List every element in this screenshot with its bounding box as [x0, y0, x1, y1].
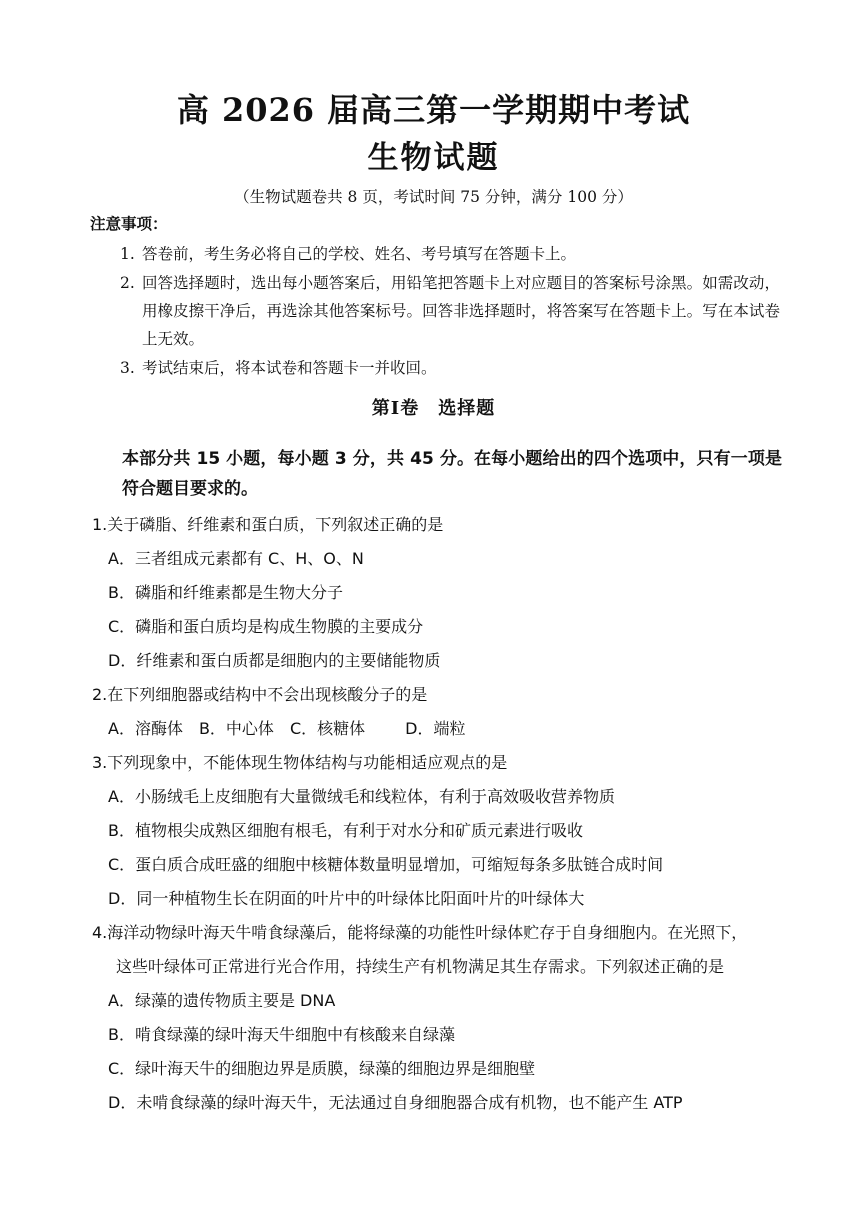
option-c: C．绿叶海天牛的细胞边界是质膜，绿藻的细胞边界是细胞壁	[108, 1059, 536, 1078]
question-stem: 3.下列现象中，不能体现生物体结构与功能相适应观点的是	[92, 753, 508, 772]
exam-info: （生物试题卷共 8 页，考试时间 75 分钟，满分 100 分）	[234, 188, 633, 206]
section-title: 第Ⅰ卷 选择题	[371, 398, 496, 419]
notice-item	[120, 240, 780, 268]
question-stem: 4.海洋动物绿叶海天牛啃食绿藻后，能将绿藻的功能性叶绿体贮存于自身细胞内。在光照下，	[92, 923, 748, 942]
notice-text: 回答选择题时，选出每小题答案后，用铅笔把答题卡上对应题目的答案标号涂黑。如需改动，用橡皮擦干净后，再选涂其他答案标号。回答非选择题时，将答案写在答题卡上。写在本试卷上无效。	[142, 274, 780, 348]
option-b: B．啃食绿藻的绿叶海天牛细胞中有核酸来自绿藻	[108, 1025, 455, 1044]
option-b: B．植物根尖成熟区细胞有根毛，有利于对水分和矿质元素进行吸收	[108, 821, 583, 840]
option-b: B．中心体	[198, 719, 274, 738]
notice-item	[120, 269, 780, 353]
option-a: A．三者组成元素都有 C、H、O、N	[108, 549, 364, 568]
option-d: D．同一种植物生长在阴面的叶片中的叶绿体比阳面叶片的叶绿体大	[108, 889, 585, 908]
question-4	[92, 916, 792, 1120]
question-1	[92, 508, 792, 678]
notice-number: 1.	[120, 245, 135, 263]
option-b: B．磷脂和纤维素都是生物大分子	[108, 583, 343, 602]
notice-item	[120, 354, 780, 382]
option-a: A．小肠绒毛上皮细胞有大量微绒毛和线粒体，有利于高效吸收营养物质	[108, 787, 615, 806]
option-c: C．核糖体	[289, 719, 366, 738]
question-list	[92, 508, 792, 1120]
notice-number: 2.	[120, 274, 135, 292]
option-c: C．磷脂和蛋白质均是构成生物膜的主要成分	[108, 617, 424, 636]
question-stem: 1.关于磷脂、纤维素和蛋白质，下列叙述正确的是	[92, 515, 444, 534]
question-stem-continued: 这些叶绿体可正常进行光合作用，持续生产有机物满足其生存需求。下列叙述正确的是	[116, 957, 725, 976]
option-d: D．未啃食绿藻的绿叶海天牛，无法通过自身细胞器合成有机物，也不能产生 ATP	[108, 1093, 683, 1112]
option-a: A．绿藻的遗传物质主要是 DNA	[108, 991, 336, 1010]
notice-list	[120, 240, 780, 382]
question-2	[92, 678, 792, 746]
notice-number: 3.	[120, 359, 135, 377]
option-d: D．纤维素和蛋白质都是细胞内的主要储能物质	[108, 651, 441, 670]
notice-text: 考试结束后，将本试卷和答题卡一并收回。	[142, 359, 437, 377]
option-c: C．蛋白质合成旺盛的细胞中核糖体数量明显增加，可缩短每条多肽链合成时间	[108, 855, 664, 874]
exam-subtitle: 生物试题	[367, 140, 500, 176]
option-d: D．端粒	[405, 719, 466, 738]
question-stem: 2.在下列细胞器或结构中不会出现核酸分子的是	[92, 685, 428, 704]
option-row	[92, 712, 792, 746]
exam-title: 高 2026 届高三第一学期期中考试	[176, 91, 691, 129]
section-intro: 本部分共 15 小题，每小题 3 分，共 45 分。在每小题给出的四个选项中，只有一项是符合题目要求的。	[122, 449, 782, 499]
notice-text: 答卷前，考生务必将自己的学校、姓名、考号填写在答题卡上。	[142, 245, 577, 263]
question-3	[92, 746, 792, 916]
option-a: A．溶酶体	[108, 719, 183, 738]
notice-heading: 注意事项：	[90, 214, 168, 233]
